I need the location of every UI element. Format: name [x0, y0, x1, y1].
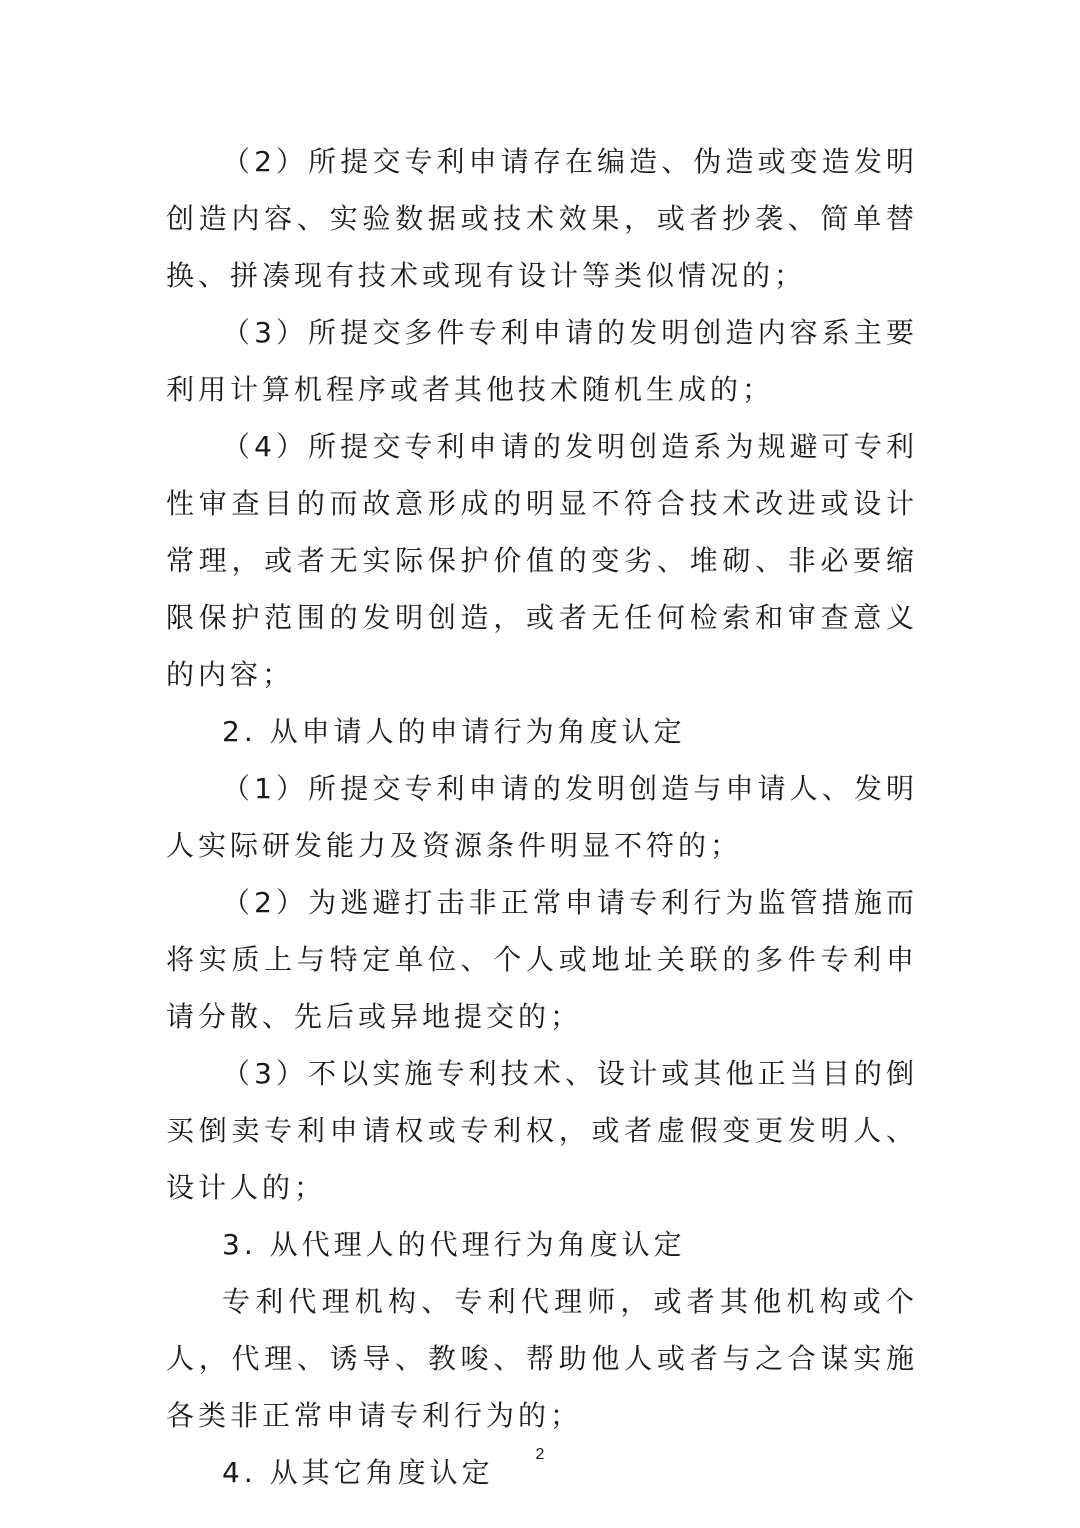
- section-heading-other-aspects: 4. 从其它角度认定: [222, 1456, 494, 1489]
- page-number: 2: [535, 1446, 545, 1463]
- paragraph-item-4-evasion: （4）所提交专利申请的发明创造系为规避可专利性审查目的而故意形成的明显不符合技术改进或设计常理，或者无实际保护价值的变劣、堆砌、非必要缩限保护范围的发明创造，或者无任何检索和审查意义的内容；: [166, 430, 918, 691]
- paragraph-item-2-fabrication: （2）所提交专利申请存在编造、伪造或变造发明创造内容、实验数据或技术效果，或者抄袭、简单替换、拼凑现有技术或现有设计等类似情况的；: [166, 145, 918, 292]
- paragraph-agent-conduct: 专利代理机构、专利代理师，或者其他机构或个人，代理、诱导、教唆、帮助他人或者与之合谋实施各类非正常申请专利行为的；: [166, 1285, 918, 1432]
- paragraph-item-3-random-generation: （3）所提交多件专利申请的发明创造内容系主要利用计算机程序或者其他技术随机生成的；: [166, 316, 918, 406]
- section-heading-applicant-behavior: 2. 从申请人的申请行为角度认定: [222, 715, 686, 748]
- document-body: [166, 133, 918, 1501]
- paragraph-item-1-capability-mismatch: （1）所提交专利申请的发明创造与申请人、发明人实际研发能力及资源条件明显不符的；: [166, 772, 918, 862]
- paragraph-item-3-trading: （3）不以实施专利技术、设计或其他正当目的倒买倒卖专利申请权或专利权，或者虚假变更发明人、设计人的；: [166, 1057, 918, 1204]
- section-heading-agent-behavior: 3. 从代理人的代理行为角度认定: [222, 1228, 686, 1261]
- paragraph-item-2-dispersed-filing: （2）为逃避打击非正常申请专利行为监管措施而将实质上与特定单位、个人或地址关联的多件专利申请分散、先后或异地提交的；: [166, 886, 918, 1033]
